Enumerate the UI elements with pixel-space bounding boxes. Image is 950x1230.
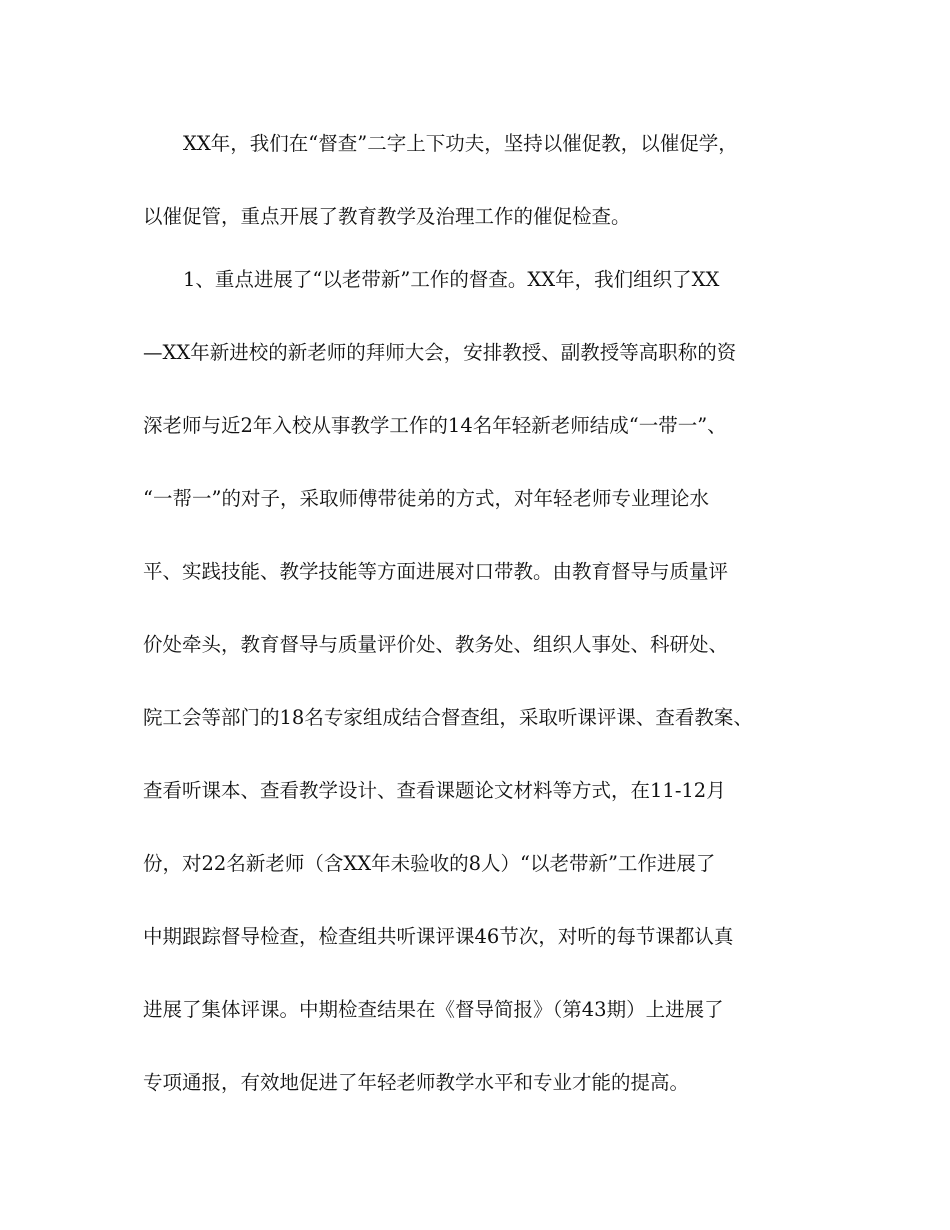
paragraph-2-line-5: 平、实践技能、教学技能等方面进展对口带教。由教育督导与质量评	[143, 560, 729, 583]
paragraph-2-line-8: 查看听课本、查看教学设计、查看课题论文材料等方式，在11-12月	[143, 779, 726, 802]
paragraph-2-line-4: “一帮一”的对子，采取师傅带徒弟的方式，对年轻老师专业理论水	[143, 487, 709, 510]
paragraph-2-line-11: 进展了集体评课。中期检查结果在《督导简报》（第43期）上进展了	[143, 998, 724, 1021]
paragraph-2-line-9: 份，对22名新老师（含XX年未验收的8人）“以老带新”工作进展了	[143, 852, 716, 875]
paragraph-2-line-6: 价处牵头，教育督导与质量评价处、教务处、组织人事处、科研处、	[143, 633, 729, 656]
paragraph-2-line-10: 中期跟踪督导检查，检查组共听课评课46节次，对听的每节课都认真	[143, 925, 734, 948]
paragraph-1-line-1: XX年，我们在“督查”二字上下功夫，坚持以催促教，以催促学，	[183, 132, 738, 155]
paragraph-2-line-3: 深老师与近2年入校从事教学工作的14名年轻新老师结成“一带一”、	[143, 414, 727, 437]
paragraph-2-line-2: —XX年新进校的新老师的拜师大会，安排教授、副教授等高职称的资	[143, 341, 737, 364]
paragraph-2-line-12: 专项通报，有效地促进了年轻老师教学水平和专业才能的提高。	[143, 1071, 690, 1094]
paragraph-2-line-1: 1、重点进展了“以老带新”工作的督查。XX年，我们组织了XX	[183, 268, 720, 291]
paragraph-1-line-2: 以催促管，重点开展了教育教学及治理工作的催促检查。	[143, 205, 631, 228]
paragraph-2-line-7: 院工会等部门的18名专家组成结合督查组，采取听课评课、查看教案、	[143, 706, 753, 729]
